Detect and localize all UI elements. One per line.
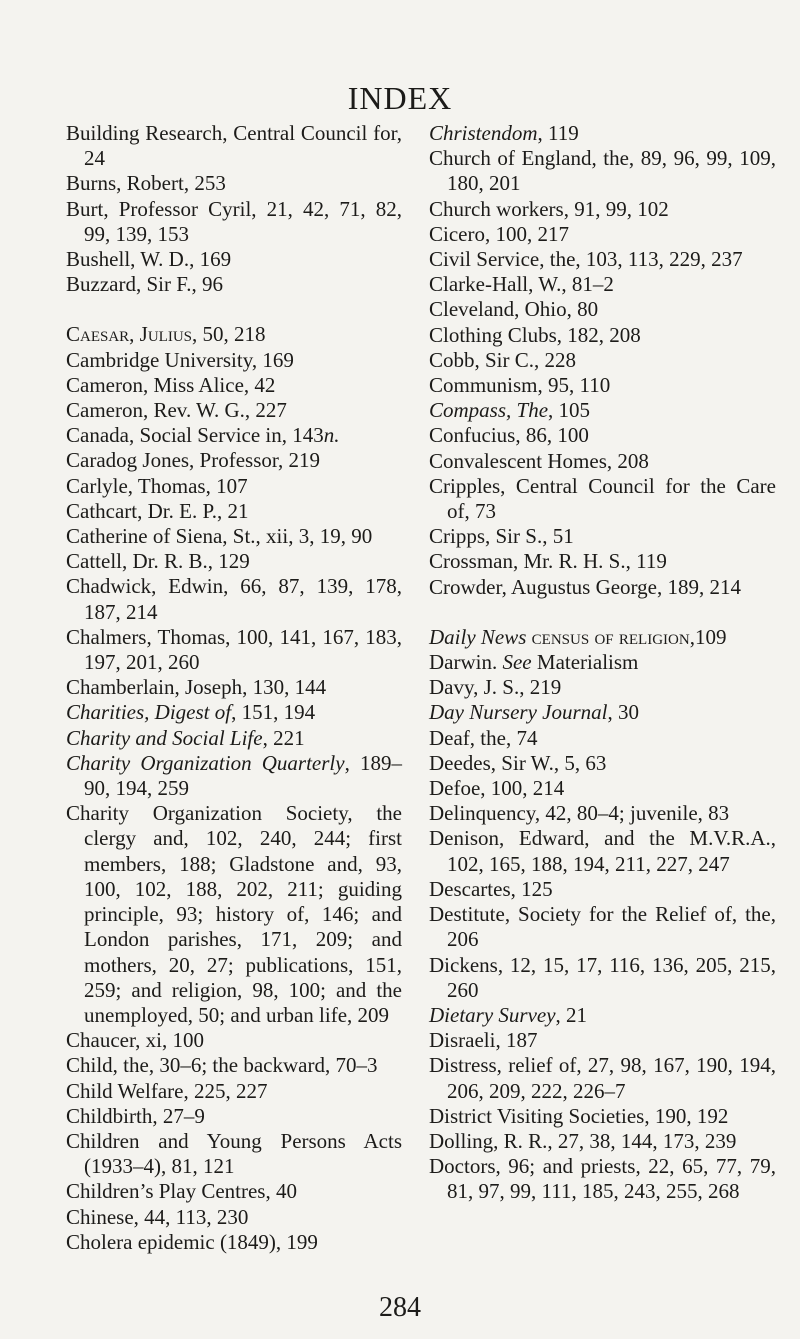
index-entry-text: Descartes, 125 xyxy=(429,876,553,901)
index-entry xyxy=(429,776,776,801)
index-entry-text: Clothing Clubs, 182, 208 xyxy=(429,322,641,347)
index-entry xyxy=(429,474,776,524)
index-entry-text: Bushell, W. D., 169 xyxy=(66,247,232,272)
index-entry xyxy=(429,751,776,776)
index-entry-text: Burns, Robert, 253 xyxy=(66,171,226,196)
index-entry xyxy=(66,549,402,574)
index-entry-text: Cameron, Rev. W. G., 227 xyxy=(66,398,287,423)
index-entry xyxy=(66,1028,402,1053)
index-entry-text: n. xyxy=(323,423,340,448)
index-entry xyxy=(429,625,776,650)
index-entry-text: Canada, Social Service in, 143 xyxy=(66,423,324,448)
index-entry-text: Buzzard, Sir F., 96 xyxy=(66,272,223,297)
index-entry xyxy=(66,625,402,675)
index-entry-text: Cattell, Dr. R. B., 129 xyxy=(66,549,250,574)
index-entry-text: Cameron, Miss Alice, 42 xyxy=(66,372,276,397)
index-entry-text: Crowder, Augustus George, 189, 214 xyxy=(429,574,741,599)
index-entry xyxy=(66,121,402,171)
index-entry xyxy=(66,398,402,423)
index-entry xyxy=(429,675,776,700)
index-entry xyxy=(429,726,776,751)
index-entry-text: Cripples, Central Council for the Care of, 73 xyxy=(429,473,776,524)
index-entry xyxy=(429,1104,776,1129)
index-entry-text: , 119 xyxy=(537,121,579,145)
index-entry-text: Cripps, Sir S., 51 xyxy=(429,524,574,549)
index-entry-text: Carlyle, Thomas, 107 xyxy=(66,473,248,498)
index-entry-text: Child, the, 30–6; the backward, 70–3 xyxy=(66,1053,378,1078)
index-entry-text: , 221 xyxy=(262,725,305,750)
index-entry xyxy=(66,1053,402,1078)
index-entry-text: Church of England, the, 89, 96, 99, 109, 180, 201 xyxy=(429,146,776,196)
index-entry-text: Cicero, 100, 217 xyxy=(429,221,569,246)
index-entry-text: Day Nursery Journal xyxy=(429,700,608,725)
index-entry-text: Dolling, R. R., 27, 38, 144, 173, 239 xyxy=(429,1128,737,1153)
index-entry-text: , 50, 218 xyxy=(192,322,266,347)
page-number: 284 xyxy=(379,1292,421,1323)
index-entry xyxy=(66,801,402,1028)
index-entry-text: Defoe, 100, 214 xyxy=(429,776,565,801)
index-entry-text: Children’s Play Centres, 40 xyxy=(66,1179,297,1204)
index-entry xyxy=(429,953,776,1003)
index-entry-text: Civil Service, the, 103, 113, 229, 237 xyxy=(429,247,743,272)
index-entry-text: , 21 xyxy=(555,1002,588,1027)
index-entry xyxy=(66,247,402,272)
index-entry-text: Cobb, Sir C., 228 xyxy=(429,347,577,372)
index-entry xyxy=(429,398,776,423)
index-entry-text: Chalmers, Thomas, 100, 141, 167, 183, 197, 201, 260 xyxy=(66,624,402,675)
index-entry-text: Cathcart, Dr. E. P., 21 xyxy=(66,498,249,523)
index-entry-text: Charity and Social Life xyxy=(66,725,263,750)
index-entry xyxy=(429,700,776,725)
index-entry-text: Deedes, Sir W., 5, 63 xyxy=(429,750,607,775)
index-entry-text: Materialism xyxy=(531,650,639,675)
index-entry xyxy=(66,1230,402,1255)
index-entry-text: Distress, relief of, 27, 98, 167, 190, 194, 206, 209, 222, 226–7 xyxy=(429,1053,776,1103)
index-entry xyxy=(429,272,776,297)
index-entry xyxy=(429,1154,776,1204)
index-entry xyxy=(429,121,776,146)
index-entry xyxy=(429,902,776,952)
index-entry-text: Childbirth, 27–9 xyxy=(66,1103,205,1128)
section-gap xyxy=(429,600,776,625)
index-entry-text: Dietary Survey xyxy=(429,1002,556,1027)
index-entry-text: Caesar, Julius xyxy=(66,322,193,347)
index-entry xyxy=(66,373,402,398)
index-entry-text: Destitute, Society for the Relief of, the, 206 xyxy=(429,902,776,952)
page-title: INDEX xyxy=(347,80,453,116)
index-entry xyxy=(66,1079,402,1104)
index-entry-text: Chamberlain, Joseph, 130, 144 xyxy=(66,675,327,700)
index-entry xyxy=(429,373,776,398)
index-entry xyxy=(66,499,402,524)
index-entry xyxy=(429,1028,776,1053)
index-entry xyxy=(429,826,776,876)
index-entry-text: Darwin. xyxy=(429,650,503,675)
index-entry xyxy=(429,348,776,373)
index-entry-text: Church workers, 91, 99, 102 xyxy=(429,196,669,221)
index-column-right xyxy=(429,121,776,1205)
index-entry xyxy=(429,1003,776,1028)
index-entry xyxy=(429,247,776,272)
index-entry-text: Children and Young Persons Acts (1933–4), 81, 121 xyxy=(66,1128,402,1179)
index-entry-text: Clarke-Hall, W., 81–2 xyxy=(429,272,614,297)
index-entry-text: Convalescent Homes, 208 xyxy=(429,448,649,473)
index-column-left xyxy=(66,121,402,1255)
index-entry xyxy=(429,146,776,196)
index-entry xyxy=(66,751,402,801)
index-entry xyxy=(429,801,776,826)
index-entry-text: Christendom xyxy=(429,121,538,145)
index-entry-text: District Visiting Societies, 190, 192 xyxy=(429,1103,729,1128)
index-entry xyxy=(429,524,776,549)
index-entry-text: Charity Organization Quarterly xyxy=(66,750,345,775)
index-entry xyxy=(66,1205,402,1230)
index-entry xyxy=(66,726,402,751)
index-entry xyxy=(66,1129,402,1179)
index-entry-text: Burt, Professor Cyril, 21, 42, 71, 82, 99, 139, 153 xyxy=(66,196,402,246)
index-entry-text: Denison, Edward, and the M.V.R.A., 102, 165, 188, 194, 211, 227, 247 xyxy=(429,826,776,876)
index-entry-text: Cholera epidemic (1849), 199 xyxy=(66,1229,318,1254)
index-entry-text: census of religion xyxy=(526,624,690,649)
index-entry-text: Chaucer, xi, 100 xyxy=(66,1028,204,1053)
section-gap xyxy=(66,297,402,322)
index-entry xyxy=(66,1179,402,1204)
index-entry xyxy=(429,222,776,247)
index-entry-text: Charity Organization Society, the clergy and, 102, 240, 244; first members, 188; Gladstone and, 93, 100, 102, 188, 202, 211; guiding principle, 93; history of, 146; and London parishes, 171, 209; and mothers, 20, 27; publications, 151, 259; and religion, 98, 100; and the unemployed, 50; and urban life, 209 xyxy=(66,801,402,1027)
index-entry-text: Catherine of Siena, St., xii, 3, 19, 90 xyxy=(66,524,373,549)
index-entry-text: See xyxy=(502,650,532,675)
index-entry xyxy=(66,1104,402,1129)
index-entry xyxy=(66,700,402,725)
index-entry xyxy=(429,297,776,322)
index-entry-text: Crossman, Mr. R. H. S., 119 xyxy=(429,549,667,574)
index-entry xyxy=(66,474,402,499)
index-entry-text: Building Research, Central Council for, 24 xyxy=(66,121,402,171)
index-entry-text: Disraeli, 187 xyxy=(429,1028,538,1053)
index-entry xyxy=(66,675,402,700)
index-entry-text: Compass, The xyxy=(429,398,549,423)
index-entry xyxy=(429,197,776,222)
index-entry-text: Communism, 95, 110 xyxy=(429,373,611,398)
index-entry-text: Delinquency, 42, 80–4; juvenile, 83 xyxy=(429,801,730,826)
index-entry xyxy=(66,322,402,347)
index-entry xyxy=(66,423,402,448)
index-entry-text: Dickens, 12, 15, 17, 116, 136, 205, 215, 260 xyxy=(429,952,776,1002)
index-entry-text: Daily News xyxy=(429,624,527,649)
index-entry-text: , 30 xyxy=(607,700,639,725)
index-entry-text: Davy, J. S., 219 xyxy=(429,675,562,700)
index-entry-text: Doctors, 96; and priests, 22, 65, 77, 79, 81, 97, 99, 111, 185, 243, 255, 268 xyxy=(429,1154,776,1204)
index-entry xyxy=(66,197,402,247)
index-entry-text: , 151, 194 xyxy=(231,700,316,725)
index-entry xyxy=(66,574,402,624)
index-entry xyxy=(429,323,776,348)
index-entry xyxy=(429,549,776,574)
index-entry-text: Deaf, the, 74 xyxy=(429,725,538,750)
index-entry xyxy=(429,423,776,448)
index-entry xyxy=(66,272,402,297)
index-entry xyxy=(429,575,776,600)
index-entry-text: Cleveland, Ohio, 80 xyxy=(429,297,599,322)
index-entry-text: Cambridge University, 169 xyxy=(66,347,294,372)
index-entry-text: Caradog Jones, Professor, 219 xyxy=(66,448,321,473)
index-entry-text: Charities, Digest of xyxy=(66,700,232,725)
index-entry-text: Child Welfare, 225, 227 xyxy=(66,1078,268,1103)
index-entry-text: , 105 xyxy=(548,398,591,423)
index-entry-text: Chinese, 44, 113, 230 xyxy=(66,1204,249,1229)
index-entry xyxy=(66,524,402,549)
index-entry xyxy=(66,348,402,373)
index-entry-text: Chadwick, Edwin, 66, 87, 139, 178, 187, 214 xyxy=(66,574,402,624)
index-entry xyxy=(429,1129,776,1154)
index-entry-text: , 189–90, 194, 259 xyxy=(84,750,402,801)
index-entry-text: Confucius, 86, 100 xyxy=(429,423,589,448)
index-entry xyxy=(429,1053,776,1103)
index-entry xyxy=(66,171,402,196)
index-entry xyxy=(66,448,402,473)
index-entry xyxy=(429,877,776,902)
index-entry xyxy=(429,449,776,474)
index-entry xyxy=(429,650,776,675)
index-entry-text: ,109 xyxy=(689,624,727,649)
